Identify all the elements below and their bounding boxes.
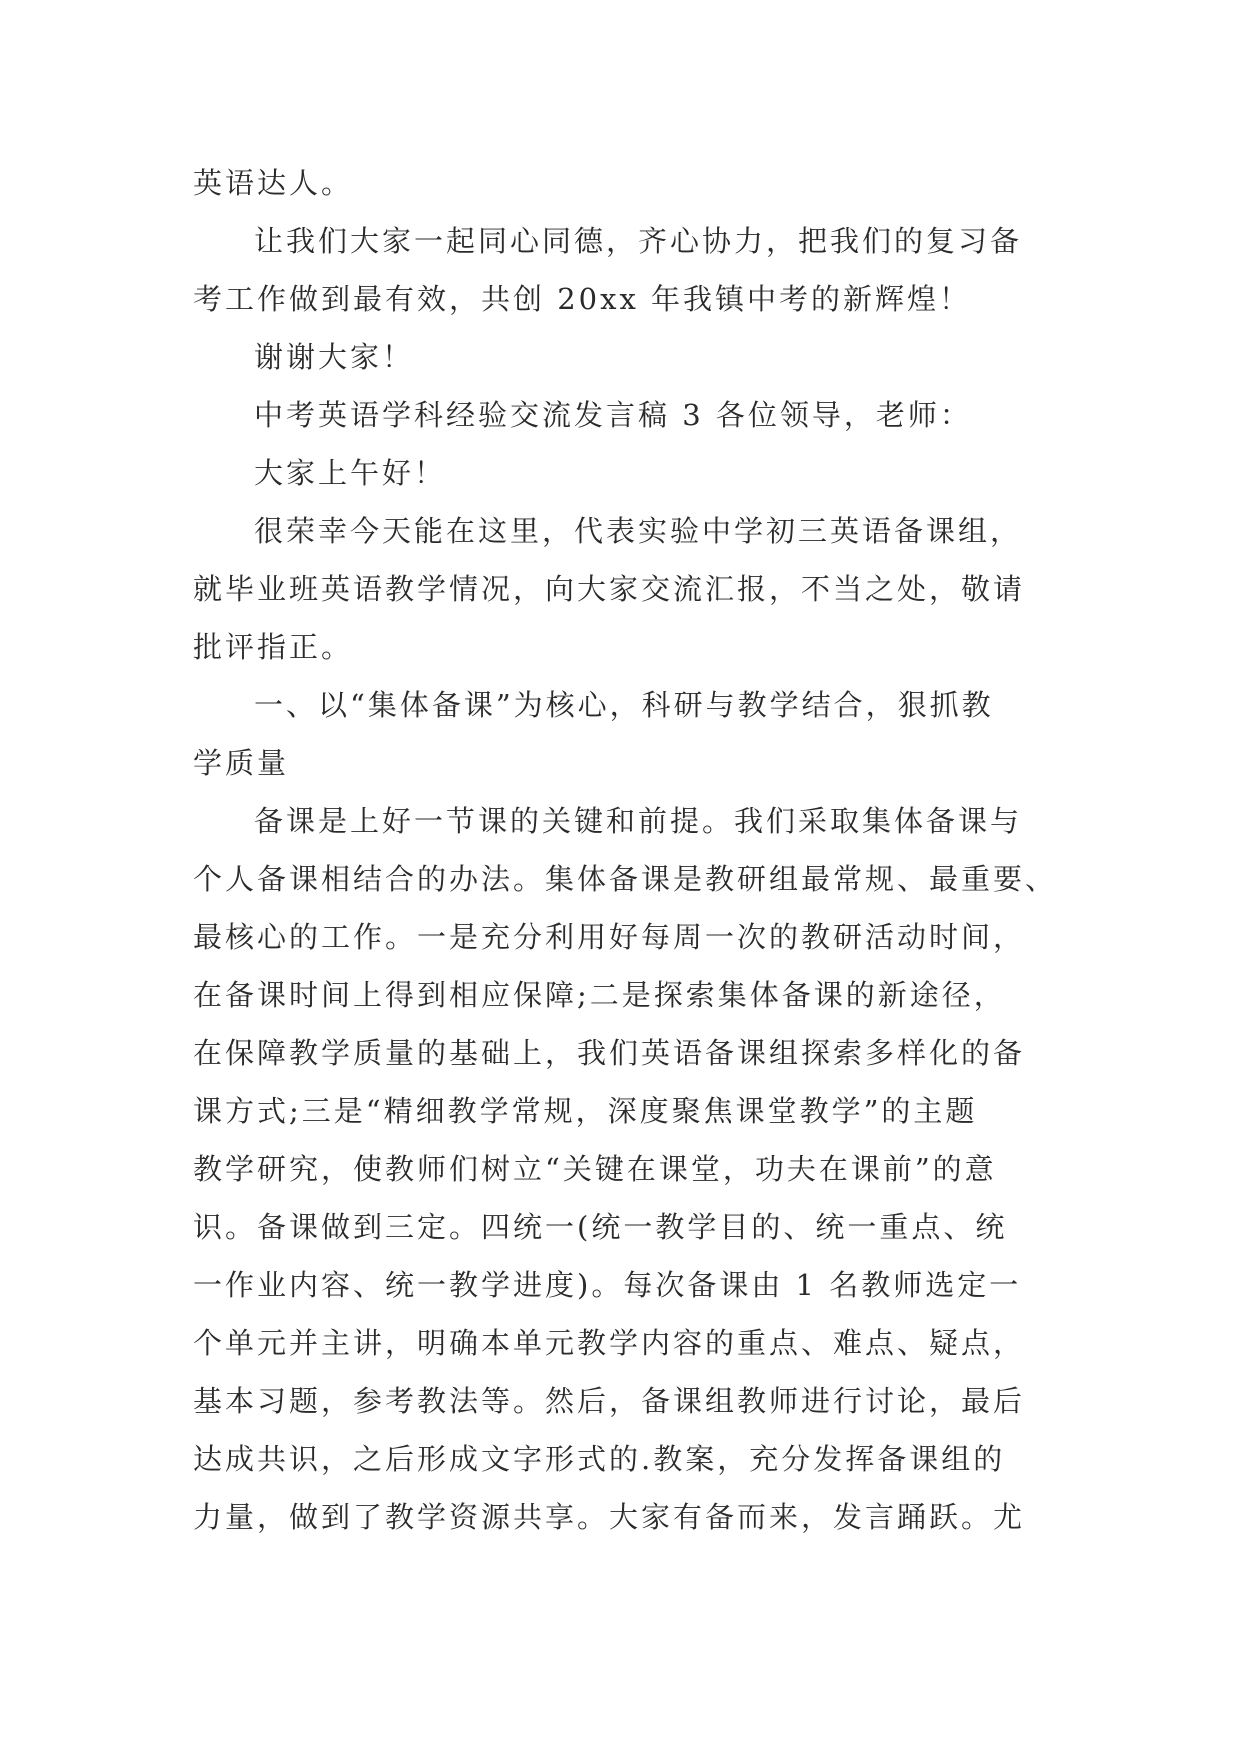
text-line: 备课是上好一节课的关键和前提。我们采取集体备课与 <box>254 804 1023 838</box>
text-line: 让我们大家一起同心同德，齐心协力，把我们的复习备 <box>254 224 1023 258</box>
text-line: 一、以“集体备课”为核心，科研与教学结合，狠抓教 <box>254 688 994 722</box>
text-line: 学质量 <box>193 746 290 780</box>
text-line: 英语达人。 <box>193 166 354 200</box>
text-line: 批评指正。 <box>193 630 354 664</box>
text-line: 中考英语学科经验交流发言稿 3 各位领导，老师： <box>254 398 972 432</box>
text-line: 在保障教学质量的基础上，我们英语备课组探索多样化的备 <box>193 1036 1026 1070</box>
text-line: 一作业内容、统一教学进度)。每次备课由 1 名教师选定一 <box>193 1268 1022 1302</box>
text-line: 在备课时间上得到相应保障;二是探索集体备课的新途径， <box>193 978 1006 1012</box>
text-line: 大家上午好！ <box>254 456 447 490</box>
text-line: 力量，做到了教学资源共享。大家有备而来，发言踊跃。尤 <box>193 1500 1026 1534</box>
text-line: 就毕业班英语教学情况，向大家交流汇报，不当之处，敬请 <box>193 572 1026 606</box>
text-line: 识。备课做到三定。四统一(统一教学目的、统一重点、统 <box>193 1210 1008 1244</box>
text-line: 谢谢大家！ <box>254 340 415 374</box>
text-line: 个人备课相结合的办法。集体备课是教研组最常规、最重要、 <box>193 862 1058 896</box>
text-line: 很荣幸今天能在这里，代表实验中学初三英语备课组， <box>254 514 1023 548</box>
text-line: 课方式;三是“精细教学常规，深度聚焦课堂教学”的主题 <box>193 1094 978 1128</box>
text-line: 达成共识，之后形成文字形式的.教案，充分发挥备课组的 <box>193 1442 1006 1476</box>
text-line: 基本习题，参考教法等。然后，备课组教师进行讨论，最后 <box>193 1384 1026 1418</box>
text-line: 教学研究，使教师们树立“关键在课堂，功夫在课前”的意 <box>193 1152 997 1186</box>
text-line: 个单元并主讲，明确本单元教学内容的重点、难点、疑点， <box>193 1326 1026 1360</box>
text-line: 考工作做到最有效，共创 20xx 年我镇中考的新辉煌！ <box>193 282 972 316</box>
text-line: 最核心的工作。一是充分利用好每周一次的教研活动时间， <box>193 920 1026 954</box>
